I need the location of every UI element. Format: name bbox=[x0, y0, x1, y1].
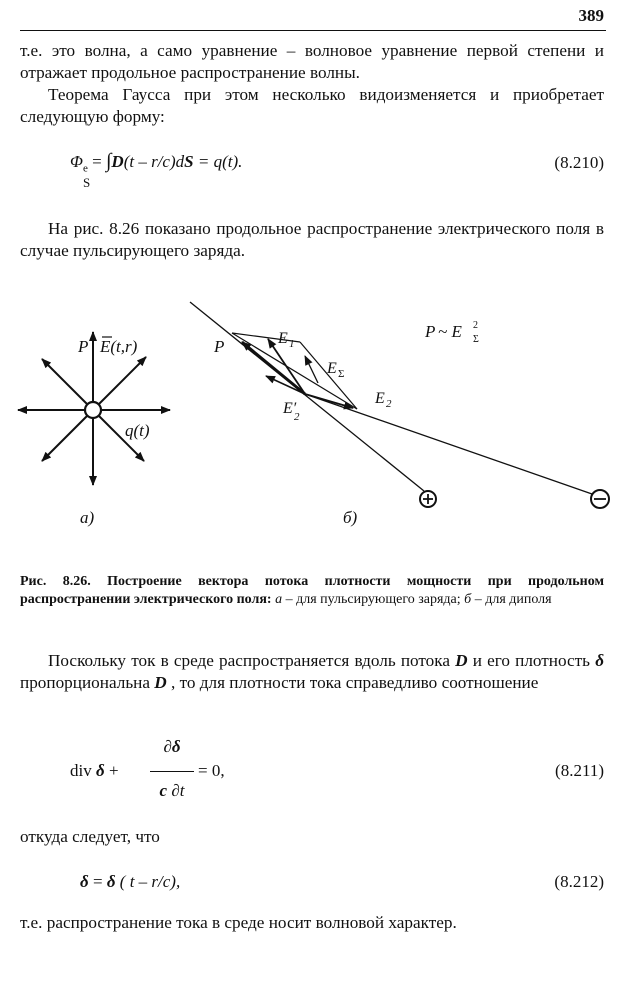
figure-caption bbox=[20, 573, 604, 609]
arrow-up-left bbox=[42, 359, 87, 404]
label-E2: E bbox=[375, 390, 385, 407]
eq2-den-dt: ∂t bbox=[167, 781, 185, 800]
paragraph-4 bbox=[20, 650, 604, 694]
eq3-eq: = bbox=[88, 872, 107, 891]
eq2-rhs: = 0, bbox=[198, 761, 225, 780]
eq-S: S bbox=[184, 152, 194, 171]
equation-number-8-212: (8.212) bbox=[554, 872, 604, 891]
eq-phi: Φ bbox=[70, 152, 83, 171]
label-E2prime: E′ bbox=[283, 400, 297, 417]
figure-b-dipole bbox=[190, 302, 609, 508]
eq-args: (t – r/c) bbox=[123, 152, 176, 171]
label-E2-sub: 2 bbox=[386, 398, 392, 410]
eq-integral: ∫ bbox=[105, 150, 112, 172]
eq3-delta: δ bbox=[80, 872, 89, 891]
paragraph-1: т.е. это волна, а само уравнение – волновое уравнение первой степени и отражает продольное распространение волны. bbox=[20, 41, 604, 82]
caption-a: а) bbox=[80, 508, 95, 527]
eq-phi-sub: е bbox=[82, 162, 88, 175]
equation-8-211 bbox=[70, 737, 290, 807]
page-number: 389 bbox=[578, 6, 604, 25]
caption-a-letter: а bbox=[275, 592, 283, 607]
eq2-div: div bbox=[70, 761, 96, 780]
equation-number-8-210: (8.210) bbox=[554, 153, 604, 172]
label-power-P: P bbox=[425, 322, 436, 341]
caption-a-text: – для пульсирующего заряда; bbox=[282, 592, 465, 607]
eq3-args: ( t – r/c), bbox=[115, 872, 181, 891]
equation-number-8-211: (8.211) bbox=[555, 761, 604, 780]
label-power-sub: Σ bbox=[473, 334, 479, 345]
label-b-P: P bbox=[214, 337, 225, 356]
eq3-delta2: δ bbox=[106, 872, 116, 891]
label-E2prime-sub: 2 bbox=[294, 411, 300, 423]
label-power-tilde: ~ E bbox=[438, 322, 462, 341]
label-a-q: q(t) bbox=[125, 421, 150, 440]
eq-surface-sub: S bbox=[83, 175, 91, 190]
eq2-num-delta: δ bbox=[171, 737, 181, 756]
line-to-minus bbox=[305, 394, 592, 494]
caption-b-letter: б bbox=[464, 592, 472, 607]
label-E1: E bbox=[278, 330, 288, 347]
figure-8-26 bbox=[0, 290, 626, 540]
paragraph-2: Теорема Гаусса при этом несколько видоизменяется и приобретает следующую форму: bbox=[20, 85, 604, 126]
header-rule bbox=[20, 30, 606, 31]
p4-text-4: , то для плотности тока справедливо соотношение bbox=[166, 673, 539, 692]
label-a-P: P bbox=[78, 337, 89, 356]
eq2-num-d: ∂ bbox=[163, 737, 172, 756]
eq-equals: = bbox=[87, 152, 106, 171]
vector-Esum bbox=[242, 342, 305, 394]
label-power-sup: 2 bbox=[473, 320, 478, 331]
caption-b: б) bbox=[343, 508, 358, 527]
caption-b-text: – для диполя bbox=[471, 592, 552, 607]
label-Esum: E bbox=[327, 360, 337, 377]
line-to-plus bbox=[190, 302, 424, 491]
p4-D-2: D bbox=[154, 673, 167, 692]
charge-circle bbox=[85, 402, 101, 418]
p4-D-1: D bbox=[455, 651, 468, 670]
paragraph-5: откуда следует, что bbox=[20, 827, 160, 846]
equation-8-212 bbox=[80, 872, 300, 892]
paragraph-6: т.е. распространение тока в среде носит волновой характер. bbox=[20, 913, 457, 932]
eq-rhs: = q(t). bbox=[193, 152, 243, 171]
eq-D: D bbox=[111, 152, 124, 171]
figure-a-pulsating-charge bbox=[18, 332, 170, 485]
arrow-down-left bbox=[42, 416, 87, 461]
equation-8-210 bbox=[70, 150, 390, 200]
paragraph-3: На рис. 8.26 показано продольное распространение электрического поля в случае пульсирующего заряда. bbox=[20, 219, 604, 260]
label-Esum-sub: Σ bbox=[338, 368, 345, 380]
eq2-delta: δ bbox=[95, 761, 105, 780]
eq2-plus: + bbox=[104, 761, 119, 780]
caption-bold: Рис. 8.26. Построение вектора потока плотности мощности при продольном распространении электрического поля: bbox=[20, 574, 604, 607]
label-E1-sub: 1 bbox=[289, 338, 295, 350]
p4-text-3: пропорциональна bbox=[20, 673, 155, 692]
p4-text-2: и его плотность bbox=[467, 651, 596, 670]
label-a-E: E(t,r) bbox=[100, 337, 138, 356]
eq2-den-c: c bbox=[159, 781, 168, 800]
eq-d: d bbox=[175, 152, 185, 171]
p4-text-1: Поскольку ток в среде распространяется вдоль потока bbox=[48, 651, 456, 670]
arrow-up-right bbox=[99, 357, 146, 404]
p4-delta: δ bbox=[595, 651, 604, 670]
